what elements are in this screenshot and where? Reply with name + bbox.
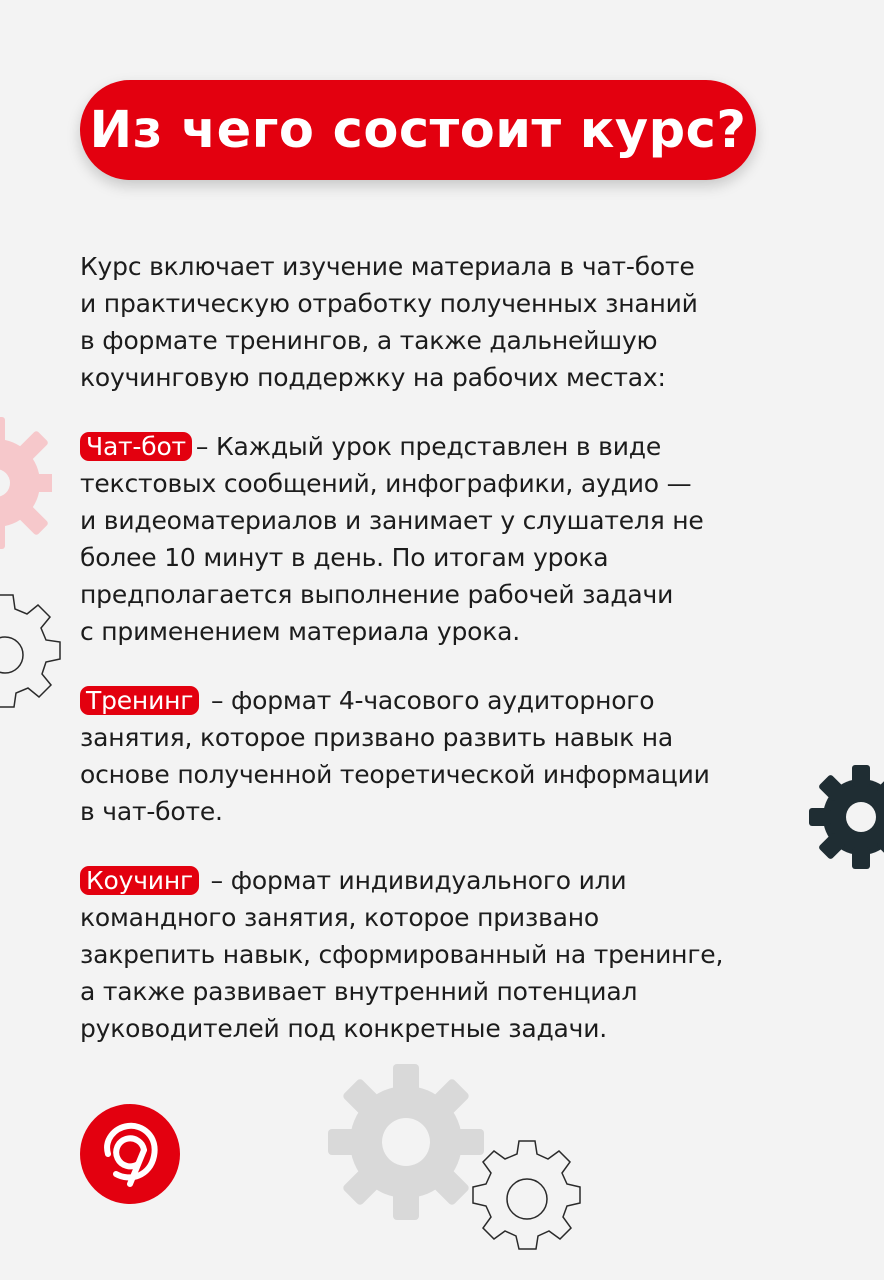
section-line: предполагается выполнение рабочей задачи xyxy=(80,580,674,609)
section-line: основе полученной теоретической информации xyxy=(80,760,710,789)
dark-gear-icon xyxy=(806,762,884,872)
section-line: закрепить навык, сформированный на тренинге, xyxy=(80,940,724,969)
intro-line: в формате тренингов, а также дальнейшую xyxy=(80,326,658,355)
tag-training: Тренинг xyxy=(80,686,199,715)
section-line: более 10 минут в день. По итогам урока xyxy=(80,543,609,572)
intro-line: коучинговую поддержку на рабочих местах: xyxy=(80,363,666,392)
intro-line: Курс включает изучение материала в чат-боте xyxy=(80,252,695,281)
outline-gear-icon xyxy=(0,590,70,720)
tag-chatbot: Чат-бот xyxy=(80,432,192,461)
pink-gear-icon xyxy=(0,412,52,554)
section-line: в чат-боте. xyxy=(80,797,223,826)
title-banner xyxy=(80,80,756,180)
section-line: а также развивает внутренний потенциал xyxy=(80,977,638,1006)
intro-line: и практическую отработку полученных знаний xyxy=(80,289,698,318)
outline-gear-small-icon xyxy=(462,1134,592,1264)
page-title: Из чего состоит курс? xyxy=(89,100,747,160)
brand-logo-icon xyxy=(80,1104,180,1204)
section-first-line: – формат 4-часового аудиторного xyxy=(203,686,655,715)
section-line: с применением материала урока. xyxy=(80,617,521,646)
section-line: и видеоматериалов и занимает у слушателя не xyxy=(80,506,704,535)
section-coaching xyxy=(80,862,800,1047)
section-line: командного занятия, которое призвано xyxy=(80,903,599,932)
tag-coaching: Коучинг xyxy=(80,866,199,895)
section-chatbot xyxy=(80,428,800,650)
intro-paragraph xyxy=(80,248,800,396)
section-line: текстовых сообщений, инфографики, аудио — xyxy=(80,469,692,498)
section-training xyxy=(80,682,800,830)
section-line: занятия, которое призвано развить навык на xyxy=(80,723,674,752)
section-line: руководителей под конкретные задачи. xyxy=(80,1014,608,1043)
section-first-line: – формат индивидуального или xyxy=(202,866,627,895)
section-first-line: – Каждый урок представлен в виде xyxy=(195,432,662,461)
content-body xyxy=(80,248,800,1079)
